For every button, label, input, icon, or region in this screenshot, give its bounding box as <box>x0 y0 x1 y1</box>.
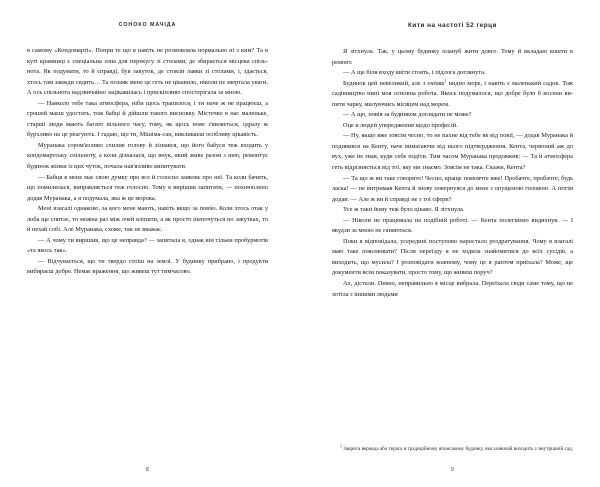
footnote <box>332 445 573 453</box>
paragraph: Оце в людей упередження щодо професій. <box>343 121 458 129</box>
page-right <box>300 0 600 487</box>
running-head-chapter: Кити на частоті 52 герци <box>407 22 497 29</box>
page-number-left: 8 <box>145 467 150 473</box>
paragraph: — А ще біля входу квіти стоять, і підлога доглянута. <box>343 69 486 77</box>
paragraph: Муранака сором'язливо схилив голову й зізнався, що його бабуся теж входить у кондомартську спільноту, а коли дізналася, що внук, який живе разом з нею, ремонтує будинок жінки із цих чуток, почала нав'язливо випитувати. <box>27 141 268 171</box>
paragraph-with-footnote <box>332 79 573 111</box>
paragraph: — Відчувається, що ти твердо стоїш на землі. У будинку прибрано, і продукти вибираєш добре. Немає враження, що живеш тут тимчасово. <box>27 257 268 276</box>
paragraph: — Навколо тебе така атмосфера, ніби щось трапилося, і ти наче ж не працюєш, а грошей маєш удостать, тож бабці й дійшли такого висновку. Містечко в нас маленьке, старші люди мають багато вільного часу, тому, як щось нове з'являється, одразу ж бурхливо на це реагують. І гадаю, що ти, Мішіма-сан, викликаєш особливу цікавість. <box>27 99 268 139</box>
running-head-author: СОНОКО МАЧІДА <box>118 22 177 28</box>
paragraph: Мені взагалі однаково, за кого мене мають, навіть якщо за повію. Коли хтось отак у лоба ще спитає, то можна раз між очей вліпити, а як просто шепочуться по закутках, то й нехай собі. Але Муранака, схоже, так не вважає. <box>27 205 268 234</box>
page-number-right: 9 <box>450 467 455 473</box>
paragraph: — А чому ти вирішив, що це неправда? — запитала я, однак він тільки пробурмотів «та якось так». <box>27 236 268 255</box>
paragraph: — Та що ж ви таке говорите! Чесно, краще помовчте вже! Пробачте, пробачте, будь ласка! — не витримав Кента й знову повернувся до мене з опущеною головою. А потім додав: — Але ж ви й справді не з тої сфери? <box>332 174 573 203</box>
paragraph: Усе ж таки йому теж було цікаво. Я зітхнула. <box>343 206 465 214</box>
right-page-body <box>332 47 573 435</box>
paragraph: — Ніколи не працювала на подібній роботі. — Кента полегшено видихнув. — І якудзи за мною не ганяються. <box>332 216 573 235</box>
left-page-body <box>27 46 268 453</box>
paragraph-text-after-term: видно море, і навіть є маленький садок. Тож садівництво нині моя основна робота. Якось подумалося, що добре було б восени випити чарку, милуючись місяцем над морем. <box>332 79 573 108</box>
paragraph: Поки я відповідала, усередині поступово наростало роздратування. Чому я взагалі маю таке пояснювати? Після переїзду я не ходила знайомитися до всіх сусідів, а виходить, що мусила? І розповідати кожному, чому це я раптом приїхала? Може, ще документи всім показувати, просто тому, що живеш поруч? <box>332 237 573 277</box>
paragraph-text-before-term: Будинок цей невеликий, але з <box>343 79 428 87</box>
footnote-zone <box>332 435 573 453</box>
footnote-marker: 1 <box>340 444 342 449</box>
paragraph: — А що, повія за будинком доглядати не може? <box>343 111 472 119</box>
paragraph: Ах, дістали. Певно, неправильно я місце вибрала. Переїхала сюди саме тому, що не хотіла з іншими людьми <box>332 280 573 298</box>
foreign-term-engawa: енґави <box>427 79 445 87</box>
paragraph: — Ну, якщо вже зовсім чесно, то не пахне від тебе як від повії, — додав Муранака й подивився на Кенту, наче вимагаючи від нього підтвердження. Кента, червоний аж до вух, уже не знав, куди себе подіти. Тим часом Муранака продовжив: — Та й атмосфера геть відрізняється від тої, яку ми знаємо. Зовсім не така. Скажи, Кента? <box>332 132 573 172</box>
paragraph: — Бабця в мене має свою думку про все й голосно заявляє про неї. Та коли бачить, що помилилася, виправляється теж голосно. Тому я вирішив запитати, — похнюплено додав Муранака, а я подумала, яка ж це морока. <box>27 173 268 202</box>
paragraph: в самому «Кондомарті». Попри те що я навіть не розмовляла нормально ні з ким? Та в куті крамниці є спеціальна зона для перекусу зі столами, де збирається місцева спільнота. Як подумати, то й справді, був закуток, де стояли лавки зі столами, і, здається, хтось там завжди сидить… Та позаяк мене це геть не цікавило, ніколи не звертала уваги. А ось спільнота надзвичайно зацікавилась і прискіпливо спостерігала за мною. <box>27 47 268 97</box>
footnote-text: Закрита веранда або тераса в традиційному японському будинку, яка зазвичай виходить у внутрішній сад. <box>343 445 573 452</box>
paragraph: Я зітхнула. Так, у цьому будинку плануб жити довго. Тому й вкладаю кошти в ремонт. <box>332 48 573 66</box>
footnote-reference[interactable]: 1 <box>444 77 447 83</box>
